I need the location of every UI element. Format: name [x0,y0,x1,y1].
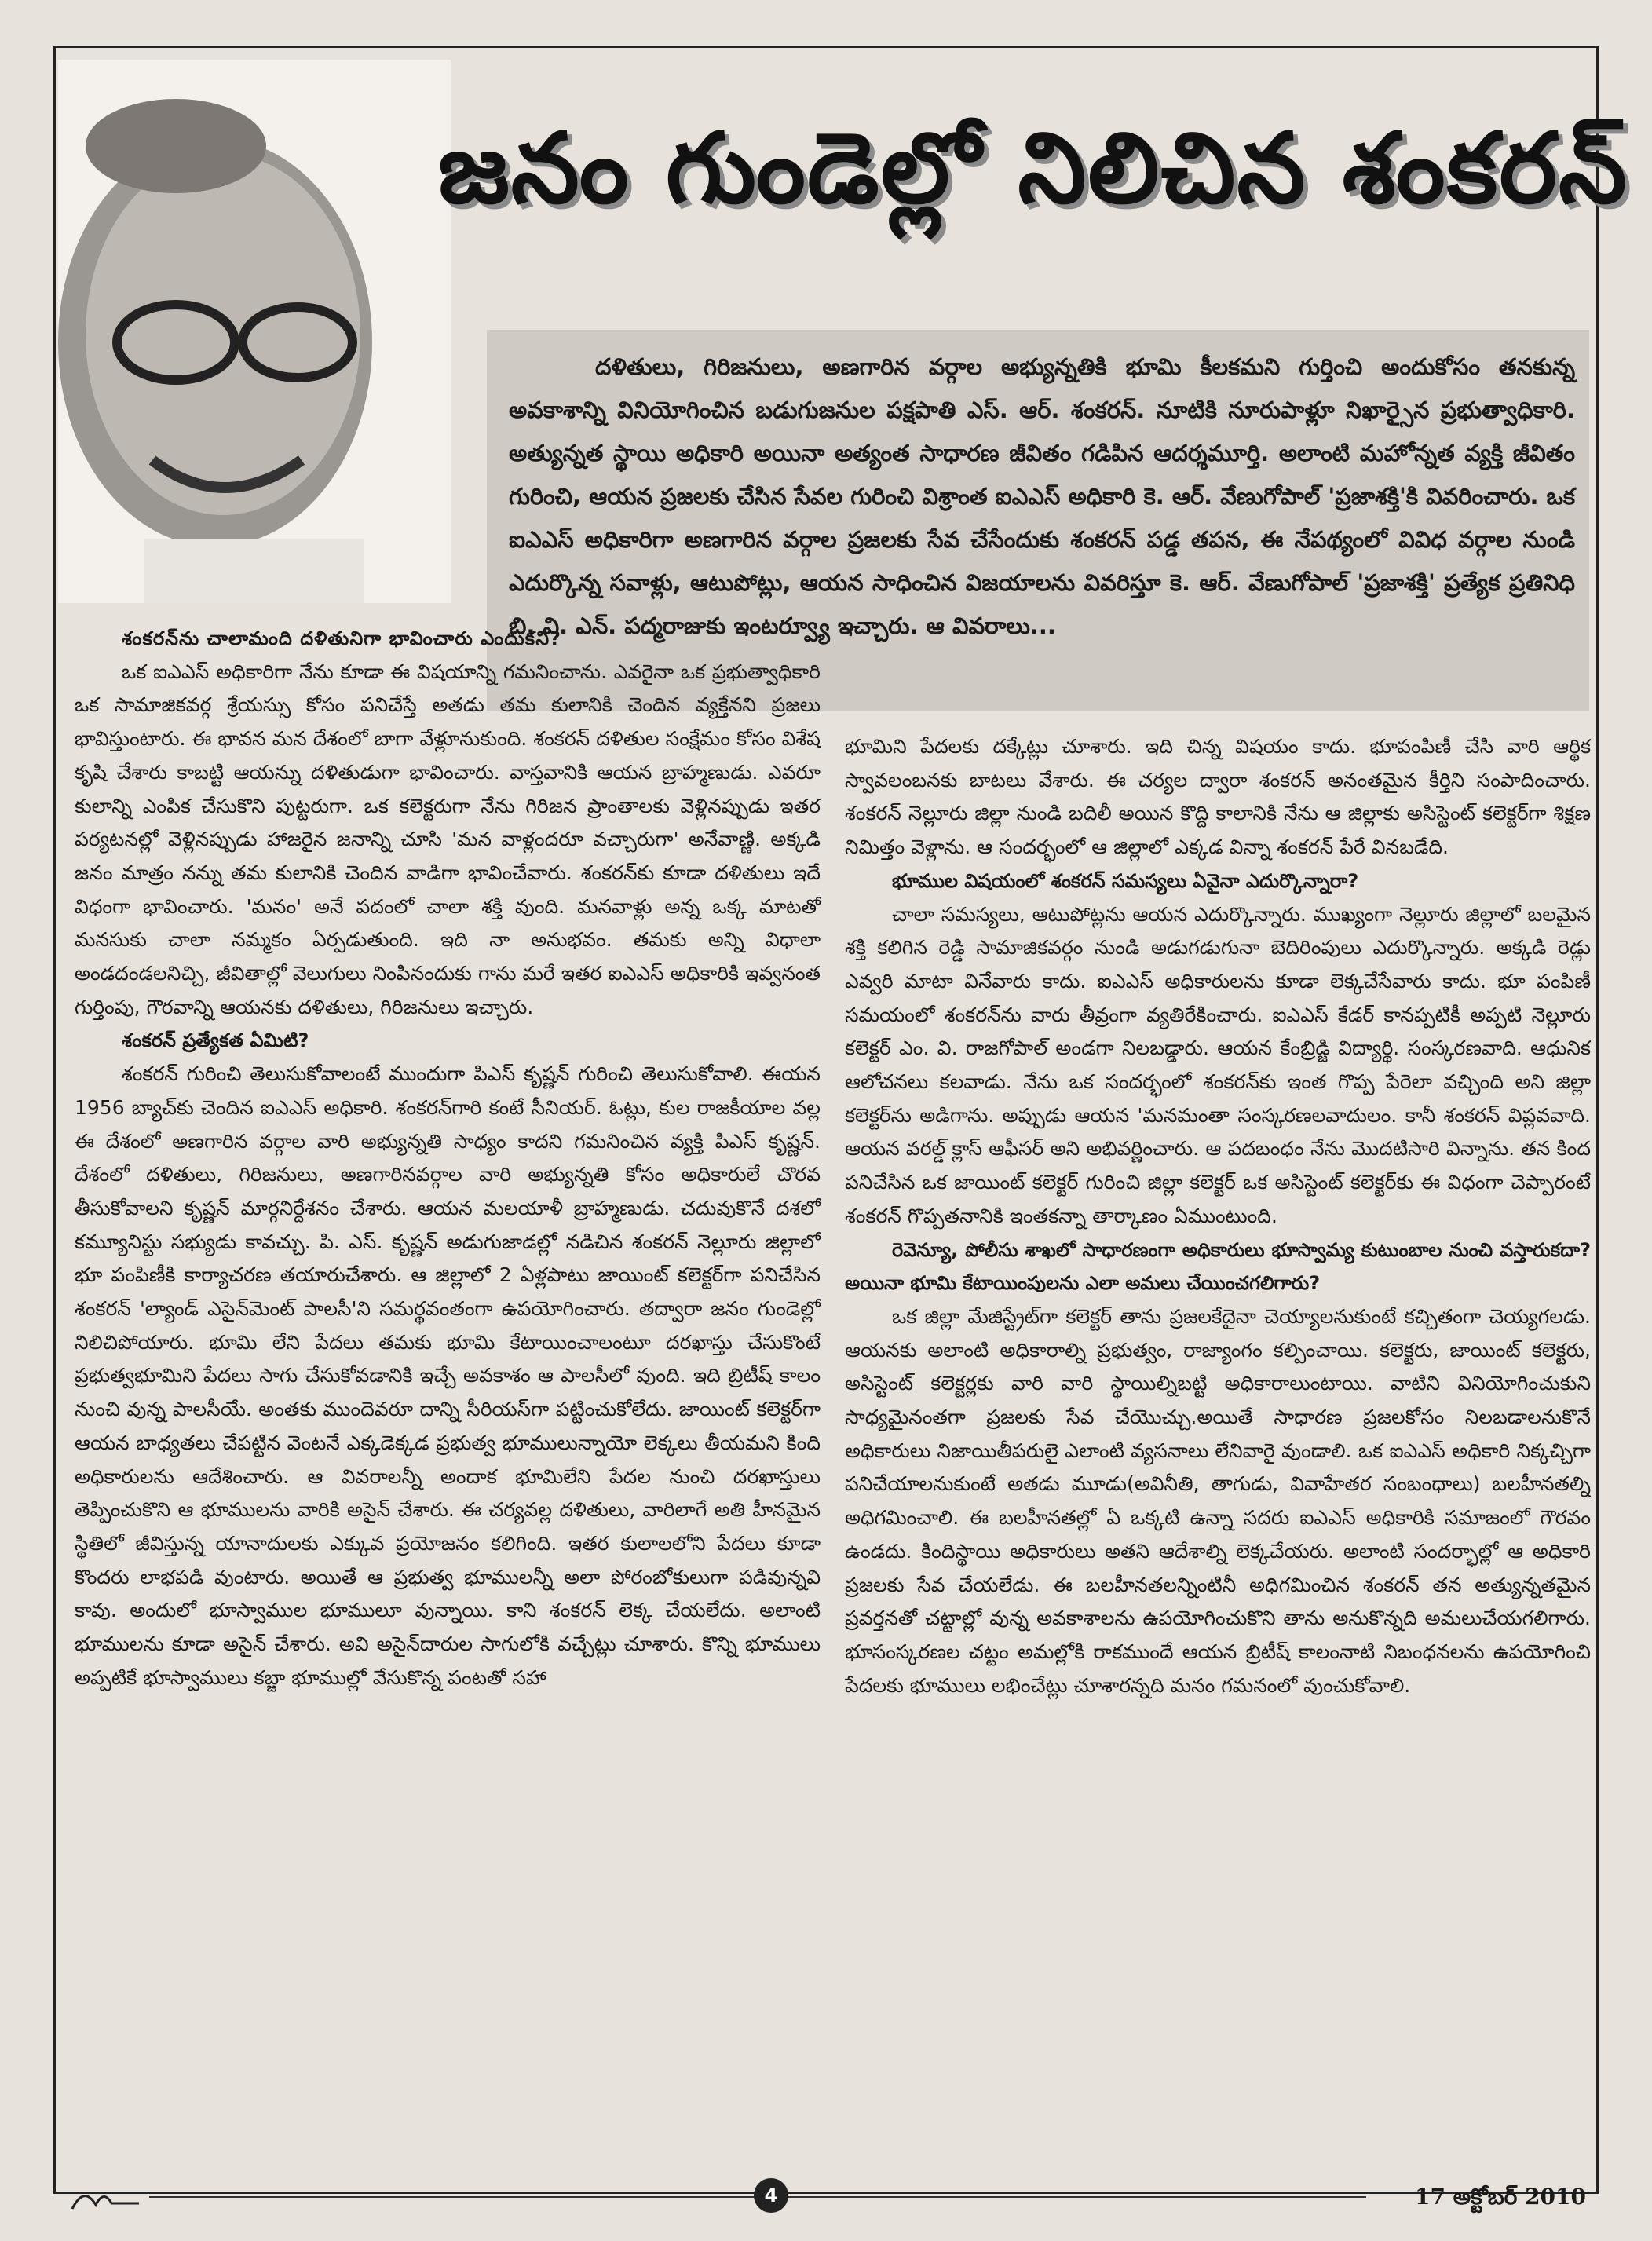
headline [438,94,1628,267]
portrait-photo [58,60,451,603]
answer-1: ఒక ఐఎఎస్ అధికారిగా నేను కూడా ఈ విషయాన్ని గమనించాను. ఎవరైనా ఒక ప్రభుత్వాధికారి ఒక సామాజికవర్గ శ్రేయస్సు కోసం పనిచేస్తే అతడు తమ కులానికి చెందిన వ్యక్తేనని ప్రజలు భావిస్తుంటారు. ఈ భావన మన దేశంలో బాగా వేళ్లూనుకుంది. శంకరన్ దళితుల సంక్షేమం కోసం విశేష కృషి చేశారు కాబట్టి ఆయన్ను దళితుడుగా భావించారు. వాస్తవానికి ఆయన బ్రాహ్మణుడు. ఎవరూ కులాన్ని ఎంపిక చేసుకొని పుట్టరుగా. ఒక కలెక్టరుగా నేను గిరిజన ప్రాంతాలకు వెళ్లినప్పుడు ఇతర పర్యటనల్లో వెళ్లినప్పుడు హాజరైన జనాన్ని చూసి 'మన వాళ్లందరూ వచ్చారుగా' అనేవాణ్ణి. అక్కడి జనం మాత్రం నన్ను తమ కులానికి చెందిన వాడిగా భావించేవారు. శంకరన్‌కు కూడా దళితులు ఇదే విధంగా భావించారు. 'మనం' అనే పదంలో చాలా శక్తి వుంది. మనవాళ్లు అన్న ఒక్క మాటతో మనసుకు చాలా నమ్మకం ఏర్పడుతుంది. ఇది నా అనుభవం. తమకు అన్ని విధాలా అండదండలనిచ్చి, జీవితాల్లో వెలుగులు నింపినందుకు గాను మరే ఇతర ఐఎఎస్ అధికారికి ఇవ్వనంత గుర్తింపు, గౌరవాన్ని ఆయనకు దళితులు, గిరిజనులు ఇచ్చారు. [75,660,821,1018]
intro-text: దళితులు, గిరిజనులు, అణగారిన వర్గాల అభ్యున్నతికి భూమి కీలకమని గుర్తించి అందుకోసం తనకున్న అవకాశాన్ని వినియోగించిన బడుగుజనుల పక్షపాతి ఎస్. ఆర్. శంకరన్. నూటికి నూరుపాళ్లూ నిఖార్సైన ప్రభుత్వాధికారి. అత్యున్నత స్థాయి అధికారి అయినా అత్యంత సాధారణ జీవితం గడిపిన ఆదర్శమూర్తి. అలాంటి మహోన్నత వ్యక్తి జీవితం గురించి, ఆయన ప్రజలకు చేసిన సేవల గురించి విశ్రాంత ఐఎఎస్ అధికారి కె. ఆర్. వేణుగోపాల్ 'ప్రజాశక్తి'కి వివరించారు. ఒక ఐఎఎస్ అధికారిగా అణగారిన వర్గాల ప్రజలకు సేవ చేసేందుకు శంకరన్ పడ్డ తపన, ఈ నేపథ్యంలో వివిధ వర్గాల నుండి ఎదుర్కొన్న సవాళ్లు, ఆటుపోట్లు, ఆయన సాధించిన విజయాలను వివరిస్తూ కె. ఆర్. వేణుగోపాల్ 'ప్రజాశక్తి' ప్రత్యేక ప్రతినిధి బి. వి. ఎన్. పద్మరాజుకు ఇంటర్వ్యూ ఇచ్చారు. ఆ వివరాలు... [509,353,1575,639]
answer-4: ఒక జిల్లా మేజిస్ట్రేట్‌గా కలెక్టర్ తాను ప్రజలకేదైనా చెయ్యాలనుకుంటే కచ్చితంగా చెయ్యగలడు. ఆయనకు అలాంటి అధికారాల్ని ప్రభుత్వం, రాజ్యాంగం కల్పించాయి. కలెక్టరు, జాయింట్ కలెక్టరు, అసిస్టెంట్ కలెక్టర్లకు వారి వారి స్థాయిల్నిబట్టి అధికారాలుంటాయి. వాటిని వినియోగించుకుని సాధ్యమైనంతగా ప్రజలకు సేవ చేయొచ్చు.అయితే సాధారణ ప్రజలకోసం నిలబడాలనుకొనే అధికారులు నిజాయితీపరులై ఎలాంటి వ్యసనాలు లేనివారై వుండాలి. ఒక ఐఎఎస్ అధికారి నిక్కచ్చిగా పనిచేయాలనుకుంటే అతడు మూడు(అవినీతి, తాగుడు, వివాహేతర సంబంధాలు) బలహీనతల్ని అధిగమించాలి. ఈ బలహీనతల్లో ఏ ఒక్కటి ఉన్నా సదరు ఐఎఎస్ అధికారికి సమాజంలో గౌరవం ఉండదు. కిందిస్థాయి అధికారులు అతని ఆదేశాల్ని లెక్కచేయరు. అలాంటి సందర్భాల్లో ఆ అధికారి ప్రజలకు సేవ చేయలేడు. ఈ బలహీనతలన్నింటినీ అధిగమించిన శంకరన్ తన అత్యున్నతమైన ప్రవర్తనతో చట్టాల్లో వున్న అవకాశాలను ఉపయోగించుకొని తాను అనుకొన్నది అమలుచేయగలిగారు. భూసంస్కరణల చట్టం అమల్లోకి రాకముందే ఆయన బ్రిటీష్ కాలంనాటి నిబంధనలను ఉపయోగించి పేదలకు భూములు లభించేట్లు చూశారన్నది మనం గమనంలో వుంచుకోవాలి. [845,1304,1591,1697]
question-1: శంకరన్‌ను చాలామంది దళితునిగా భావించారు ఎందుకని? [122,627,561,649]
issue-date: 17 అక్టోబర్ 2010 [1414,2184,1586,2210]
portrait-illustration [58,60,451,603]
question-4: రెవెన్యూ, పోలీసు శాఖలో సాధారణంగా అధికారులు భూస్వామ్య కుటుంబాల నుంచి వస్తారుకదా? అయినా భూమి కేటాయింపులను ఎలా అమలు చేయించగలిగారు? [845,1238,1591,1295]
answer-3: చాలా సమస్యలు, ఆటుపోట్లను ఆయన ఎదుర్కొన్నారు. ముఖ్యంగా నెల్లూరు జిల్లాలో బలమైన శక్తి కలిగిన రెడ్డి సామాజికవర్గం నుండి అడుగడుగునా బెదిరింపులు ఎదుర్కొన్నారు. అక్కడి రెడ్లు ఎవ్వరి మాటా వినేవారు కాదు. ఐఎఎస్ అధికారులను కూడా లెక్కచేసేవారు కాదు. భూ పంపిణీ సమయంలో శంకరన్‌ను వారు తీవ్రంగా వ్యతిరేకించారు. ఐఎఎస్ కేడర్ కానప్పటికీ అప్పటి నెల్లూరు కలెక్టర్ ఎం. వి. రాజగోపాల్ అండగా నిలబడ్డారు. ఆయన కేంబ్రిడ్జి విద్యార్థి. సంస్కరణవాది. ఆధునిక ఆలోచనలు కలవాడు. నేను ఒక సందర్భంలో శంకరన్‌కు ఇంత గొప్ప పేరెలా వచ్చింది అని జిల్లా కలెక్టర్‌ను అడిగాను. అప్పుడు ఆయన 'మనమంతా సంస్కరణలవాదులం. కానీ శంకరన్ విప్లవవాది. ఆయన వరల్డ్ క్లాస్ ఆఫీసర్ అని అభివర్ణించారు. ఆ పదబంధం నేను మొదటిసారి విన్నాను. తన కింద పనిచేసిన ఒక జాయింట్ కలెక్టర్ గురించి జిల్లా కలెక్టర్ ఒక అసిస్టెంట్ కలెక్టర్‌కు ఈ విధంగా చెప్పారంటే శంకరన్ గొప్పతనానికి ఇంతకన్నా తార్కాణం ఏముంటుంది. [845,902,1591,1227]
question-3: భూముల విషయంలో శంకరన్ సమస్యలు ఏవైనా ఎదుర్కొన్నారా? [892,869,1359,892]
headline-text: జనం గుండెల్లో నిలిచిన శంకరన్ [438,112,1628,225]
answer-2: శంకరన్ గురించి తెలుసుకోవాలంటే ముందుగా పిఎస్ కృష్ణన్ గురించి తెలుసుకోవాలి. ఈయన 1956 బ్యాచ్‌కు చెందిన ఐఎఎస్ అధికారి. శంకరన్‌గారి కంటే సీనియర్. ఓట్లు, కుల రాజకీయాల వల్ల ఈ దేశంలో అణగారిన వర్గాల వారి అభ్యున్నతి సాధ్యం కాదని గమనించిన వ్యక్తి పిఎస్ కృష్ణన్. దేశంలో దళితులు, గిరిజనులు, అణగారినవర్గాల వారి అభ్యున్నతి కోసం అధికారులే చొరవ తీసుకోవాలని కృష్ణన్ మార్గనిర్దేశనం చేశారు. ఆయన మలయాళీ బ్రాహ్మణుడు. చదువుకొనే దశలో కమ్యూనిస్టు సభ్యుడు కావచ్చు. పి. ఎస్. కృష్ణన్ అడుగుజాడల్లో నడిచిన శంకరన్ నెల్లూరు జిల్లాలో భూ పంపిణీకి కార్యాచరణ తయారుచేశారు. ఆ జిల్లాలో 2 ఏళ్లపాటు జాయింట్ కలెక్టర్‌గా పనిచేసిన శంకరన్ 'ల్యాండ్ ఎసైన్‌మెంట్ పాలసీ'ని సమర్థవంతంగా ఉపయోగించారు. తద్వారా జనం గుండెల్లో నిలిచిపోయారు. భూమి లేని పేదలు తమకు భూమి కేటాయించాలంటూ దరఖాస్తు చేసుకొంటే ప్రభుత్వభూమిని పేదలు సాగు చేసుకోవడానికి ఇచ్చే అవకాశం ఆ పాలసీలో వుంది. ఇది బ్రిటీష్ కాలం నుంచి వున్న పాలసీయే. అంతకు ముందెవరూ దాన్ని సీరియస్‌గా పట్టించుకోలేదు. జాయింట్ కలెక్టర్‌గా ఆయన బాధ్యతలు చేపట్టిన వెంటనే ఎక్కడెక్కడ ప్రభుత్వ భూములున్నాయో లెక్కలు తీయమని కింది అధికారులను ఆదేశించారు. ఆ వివరాలన్నీ అందాక భూమిలేని పేదల నుంచి దరఖాస్తులు తెప్పించుకొని ఆ భూములను వారికి అసైన్ చేశారు. ఈ చర్యవల్ల దళితులు, వారిలాగే అతి హీనమైన స్థితిలో జీవిస్తున్న యానాదులకు ఎక్కువ ప్రయోజనం కలిగింది. ఇతర కులాలలోని పేదలు కూడా కొందరు లాభపడి వుంటారు. అయితే ఆ ప్రభుత్వ భూములన్నీ అలా పోరంబోకులుగా పడివున్నవి కావు. అందులో భూస్వాముల భూములూ వున్నాయి. కాని శంకరన్ లెక్క చేయలేదు. అలాంటి భూములను కూడా అసైన్ చేశారు. అవి అసైన్‌దారుల సాగులోకి వచ్చేట్లు చూశారు. కొన్ని భూములు అప్పటికే భూస్వాములు కబ్జా భూముల్లో వేసుకొన్న పంటతో సహా [75,1062,821,1689]
publication-logo-icon [64,2181,143,2213]
left-column [75,622,821,2145]
answer-2-continued: భూమిని పేదలకు దక్కేట్లు చూశారు. ఇది చిన్న విషయం కాదు. భూపంపిణీ చేసి వారి ఆర్థిక స్వావలంబనకు బాటలు వేశారు. ఈ చర్యల ద్వారా శంకరన్ అనంతమైన కీర్తిని సంపాదించారు. శంకరన్ నెల్లూరు జిల్లా నుండి బదిలీ అయిన కొద్ది కాలానికి నేను ఆ జిల్లాకు అసిస్టెంట్ కలెక్టర్‌గా శిక్షణ నిమిత్తం వెళ్లాను. ఆ సందర్భంలో ఆ జిల్లాలో ఎక్కడ విన్నా శంకరన్ పేరే వినబడేది. [845,735,1591,859]
right-column [845,730,1591,2151]
question-2: శంకరన్ ప్రత్యేకత ఏమిటి? [122,1029,309,1052]
page-number: 4 [754,2178,788,2213]
